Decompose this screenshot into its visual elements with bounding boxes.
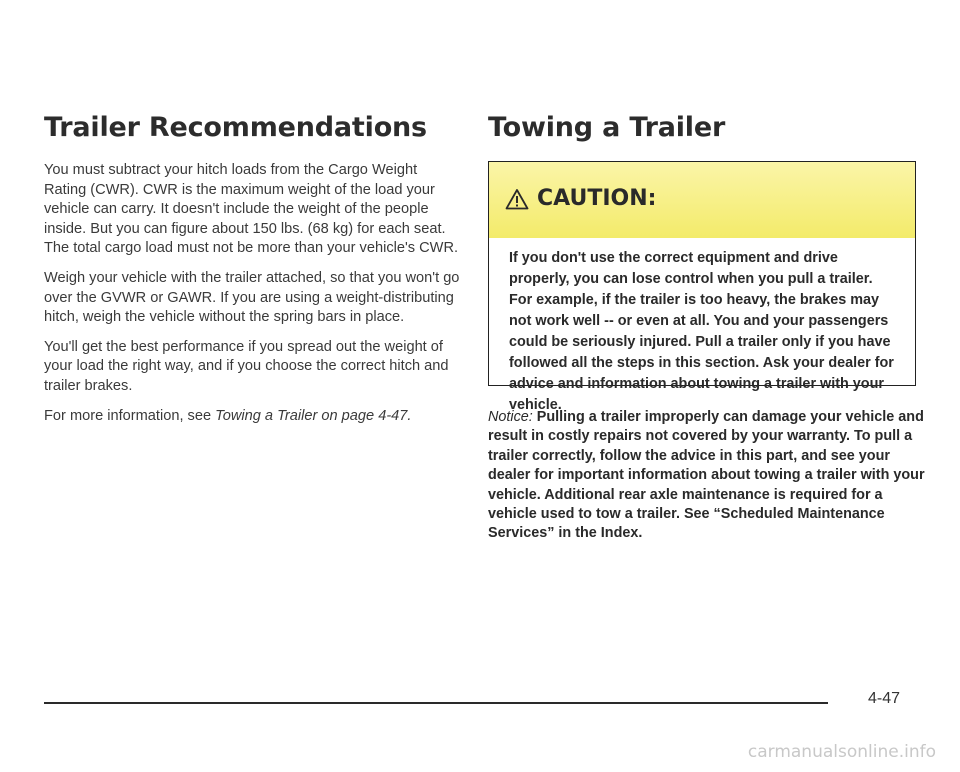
heading-trailer-recommendations: Trailer Recommendations [44,112,427,143]
footer-rule [44,702,828,704]
paragraph-weigh: Weigh your vehicle with the trailer attached, so that you won't go over the GVWR or GAWR. If you are using a weight-distributing hitch, weigh the vehicle without the spring bars in place. [44,269,460,326]
notice-body: Pulling a trailer improperly can damage your vehicle and result in costly repairs not covered by your warranty. To pull a trailer correctly, follow the advice in this part, and see your dealer for important information about towing a trailer with your vehicle. Additional rear axle maintenance is required for a vehicle used to tow a trailer. See “Scheduled Maintenance Services” in the Index. [488,409,925,542]
notice-label: Notice: [488,409,533,425]
heading-towing-a-trailer: Towing a Trailer [488,112,726,143]
paragraph-performance: You'll get the best performance if you spread out the weight of your load the right way, and if you choose the correct hitch and trailer brakes. [44,338,449,394]
right-column [488,112,925,544]
caution-body: If you don't use the correct equipment and drive properly, you can lose control when you pull a trailer. For example, if the trailer is too heavy, the brakes may not work well -- or even at all. You and your passengers could be seriously injured. Pull a trailer only if you have followed all the steps in this section. Ask your dealer for advice and information about towing a trailer with your vehicle. [509,250,894,413]
paragraph-cwr: You must subtract your hitch loads from the Cargo Weight Rating (CWR). CWR is the maximum weight of the load your vehicle can carry. It doesn't include the weight of the people inside. But you can figure about 150 lbs. (68 kg) for each seat. The total cargo load must not be more than your vehicle's CWR. [44,162,459,257]
more-info-prefix: For more information, see [44,407,216,424]
left-column [44,112,460,436]
caution-title [505,186,656,211]
paragraph-more-info [44,407,460,427]
page-number: 4-47 [868,690,901,707]
cross-reference-link[interactable]: Towing a Trailer on page 4-47. [215,407,412,424]
caution-box [488,161,916,413]
warning-triangle-icon [505,188,529,210]
notice-paragraph [488,408,928,544]
watermark: carmanualsonline.info [747,742,936,762]
caution-title-text: CAUTION: [537,186,657,211]
